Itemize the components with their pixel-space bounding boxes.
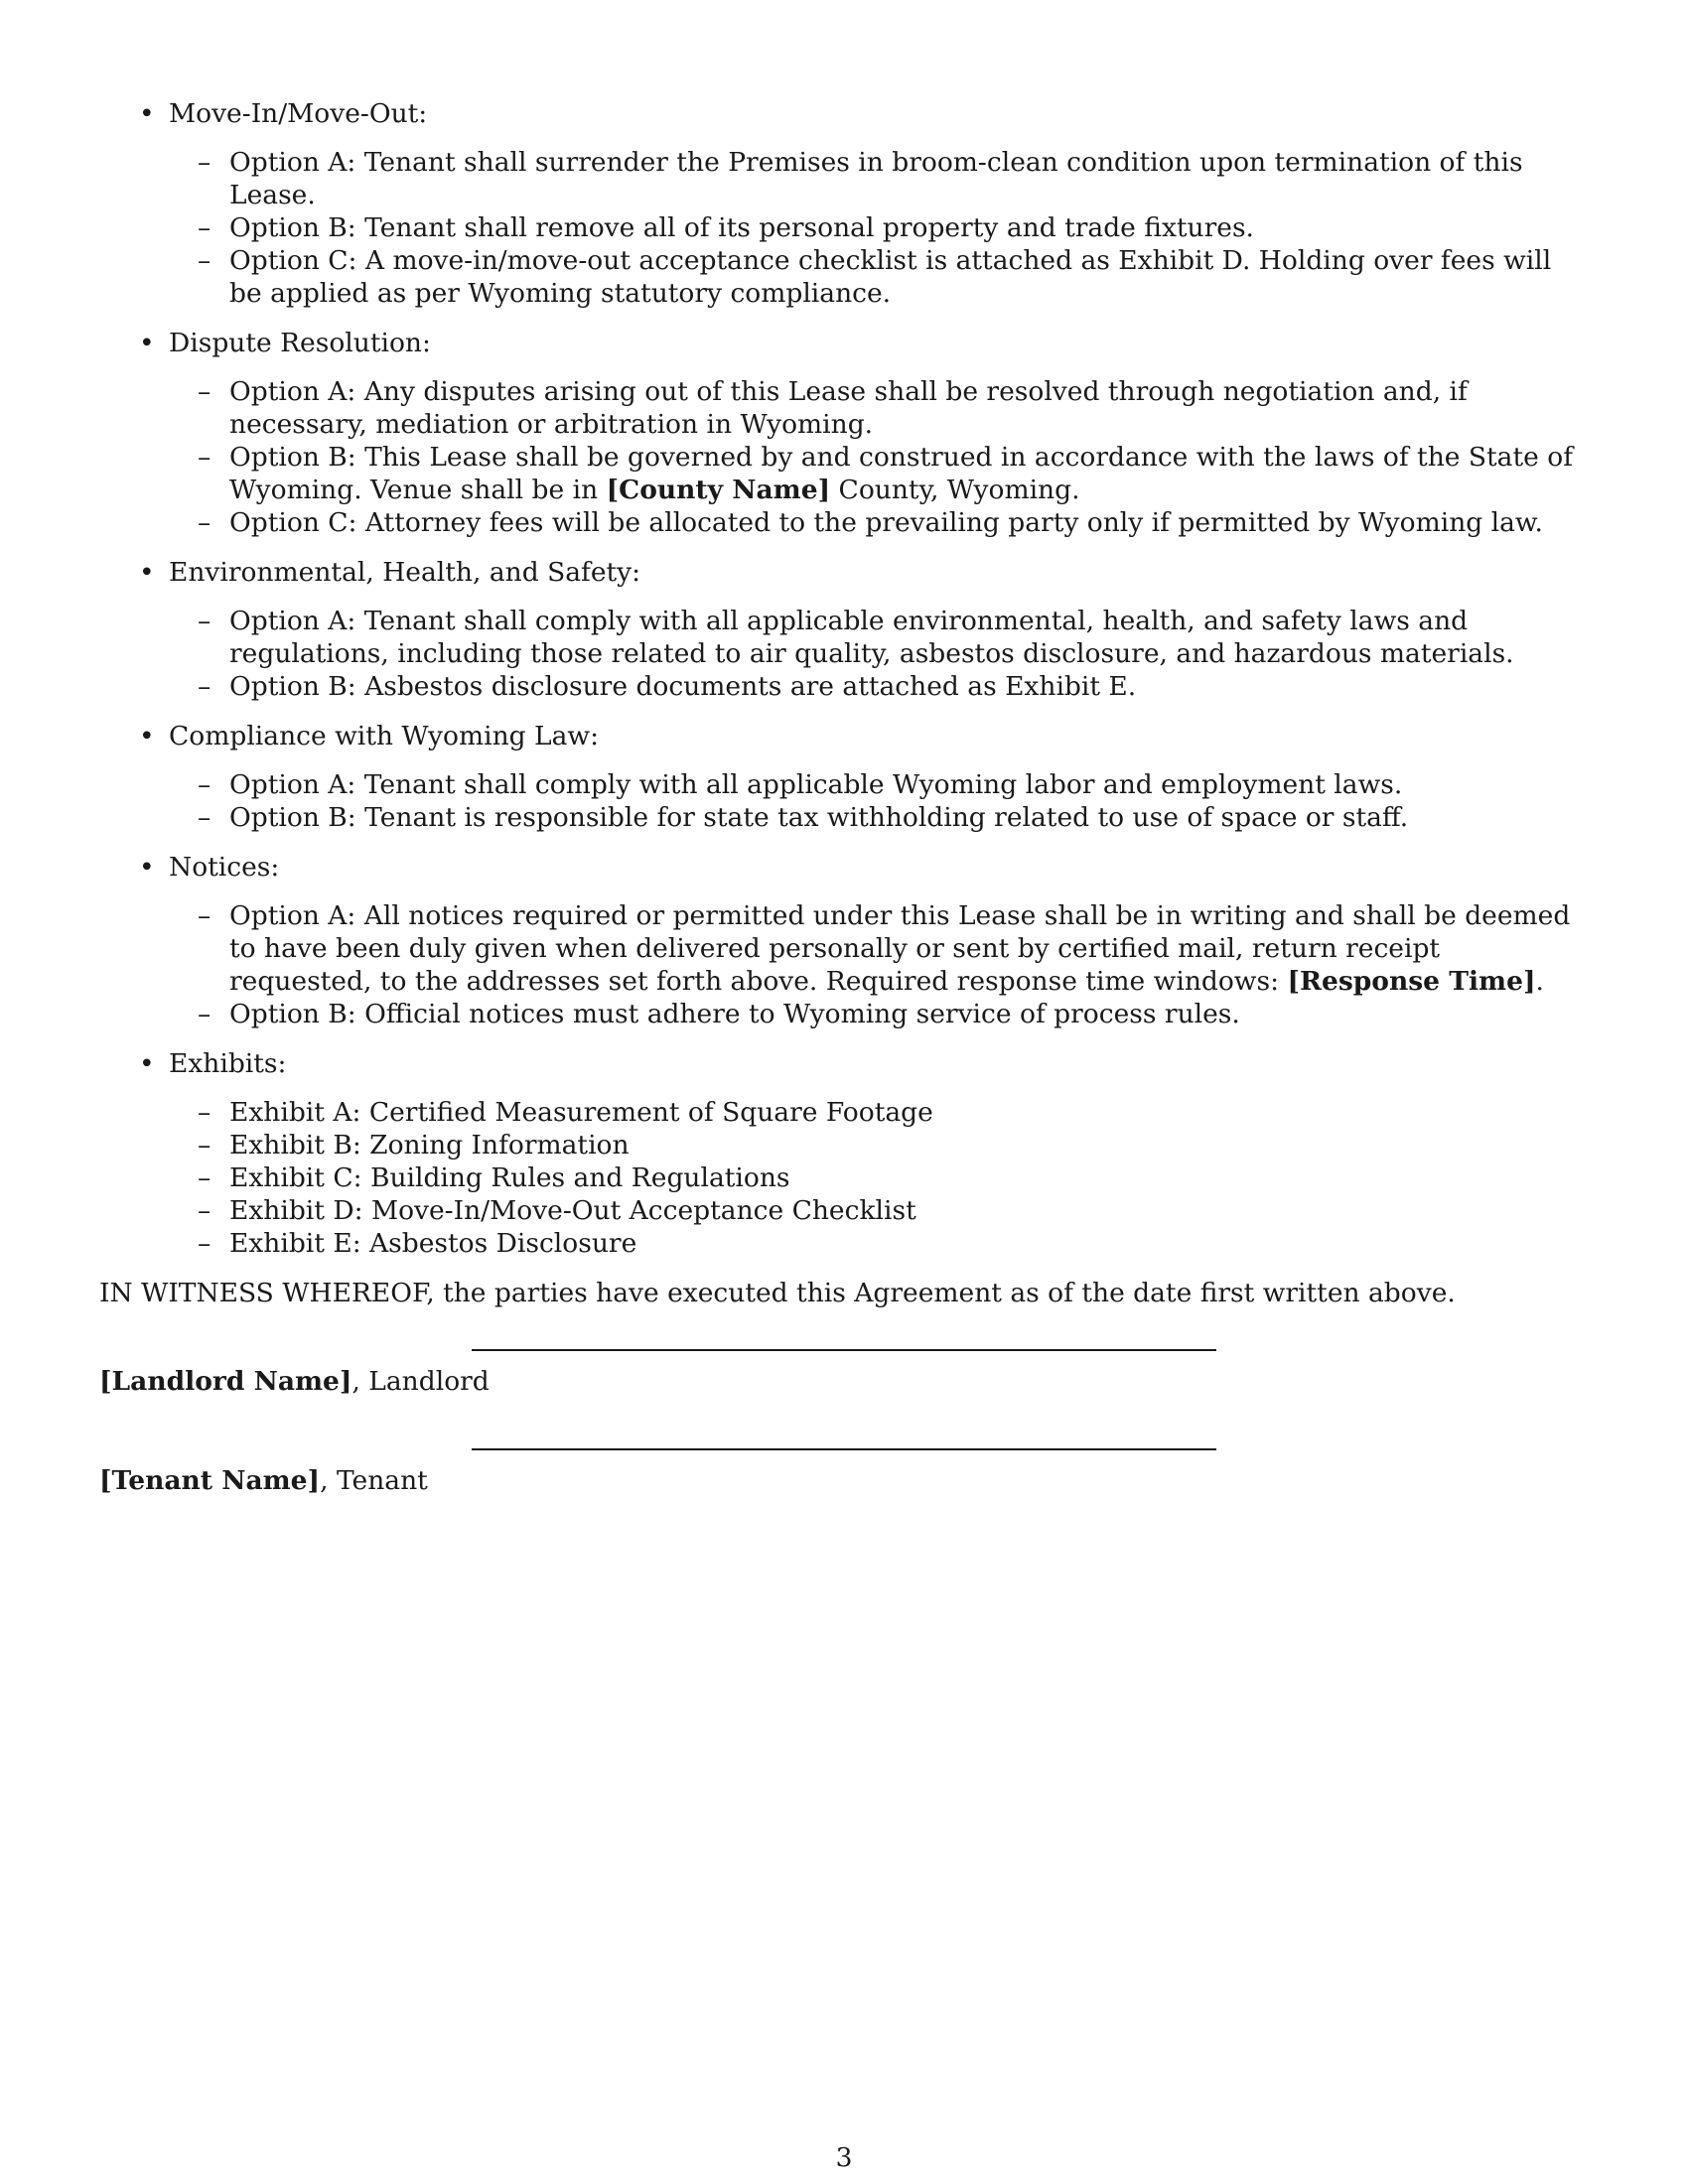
- option-list: [169, 146, 1589, 310]
- section-heading: Move-In/Move-Out:: [169, 98, 428, 129]
- witness-statement: IN WITNESS WHEREOF, the parties have executed this Agreement as of the date first written above.: [99, 1278, 1456, 1308]
- section-dispute-resolution: [99, 327, 1589, 539]
- landlord-signature-line[interactable]: [472, 1349, 1216, 1351]
- section-heading: Environmental, Health, and Safety:: [169, 557, 641, 588]
- clause-list: [99, 97, 1589, 1260]
- dash-icon: –: [198, 212, 211, 243]
- option-item: [169, 211, 1589, 244]
- option-list: [169, 375, 1589, 539]
- section-heading: Compliance with Wyoming Law:: [169, 721, 600, 751]
- page-number: 3: [835, 2142, 853, 2173]
- dash-icon: –: [198, 999, 211, 1029]
- option-text: Option A: Tenant shall comply with all applicable Wyoming labor and employment laws.: [229, 769, 1403, 800]
- tenant-signature-label: [99, 1464, 428, 1497]
- dash-icon: –: [198, 442, 211, 473]
- option-item: [169, 605, 1589, 670]
- bullet-icon: •: [139, 721, 155, 751]
- option-text: Option A: Any disputes arising out of this Lease shall be resolved through negotiation and, if necessary, mediation or arbitration in Wyoming.: [229, 376, 1468, 440]
- option-text-before: Option A: All notices required or permitted under this Lease shall be in writing and shall be deemed to have been duly given when delivered personally or sent by certified mail, return receipt requested, to the addresses set forth above. Required response time windows:: [229, 900, 1571, 997]
- bullet-icon: •: [139, 852, 155, 883]
- section-environmental-health-safety: [99, 556, 1589, 703]
- exhibit-text: Exhibit D: Move-In/Move-Out Acceptance Checklist: [229, 1195, 916, 1226]
- section-move-in-move-out: [99, 97, 1589, 310]
- section-exhibits: [99, 1047, 1589, 1260]
- option-item: [169, 244, 1589, 310]
- option-text: Option C: Attorney fees will be allocated to the prevailing party only if permitted by Wyoming law.: [229, 507, 1543, 538]
- dash-icon: –: [198, 376, 211, 407]
- dash-icon: –: [198, 606, 211, 636]
- exhibit-item: [169, 1161, 1589, 1194]
- exhibit-list: [169, 1096, 1589, 1260]
- exhibit-text: Exhibit E: Asbestos Disclosure: [229, 1228, 637, 1259]
- dash-icon: –: [198, 245, 211, 276]
- landlord-signature-label: [99, 1365, 490, 1398]
- section-heading: Dispute Resolution:: [169, 328, 431, 358]
- option-list: [169, 768, 1589, 834]
- dash-icon: –: [198, 1195, 211, 1226]
- option-item: [169, 146, 1589, 211]
- tenant-name-placeholder: [Tenant Name]: [99, 1465, 321, 1496]
- tenant-signature-block: [99, 1409, 1589, 1508]
- dash-icon: –: [198, 147, 211, 178]
- dash-icon: –: [198, 1097, 211, 1128]
- option-text: Option B: Official notices must adhere to Wyoming service of process rules.: [229, 999, 1240, 1029]
- bullet-icon: •: [139, 98, 155, 129]
- option-text: Option A: Tenant shall surrender the Premises in broom-clean condition upon termination of this Lease.: [229, 147, 1523, 210]
- option-list: [169, 605, 1589, 703]
- exhibit-text: Exhibit C: Building Rules and Regulations: [229, 1162, 790, 1193]
- exhibit-item: [169, 1129, 1589, 1161]
- dash-icon: –: [198, 1162, 211, 1193]
- option-text-after: County, Wyoming.: [830, 475, 1080, 505]
- bullet-icon: •: [139, 557, 155, 588]
- tenant-signature-line[interactable]: [472, 1448, 1216, 1450]
- dash-icon: –: [198, 1228, 211, 1259]
- option-item: [169, 506, 1589, 539]
- option-text: Option B: Tenant shall remove all of its personal property and trade fixtures.: [229, 212, 1254, 243]
- dash-icon: –: [198, 769, 211, 800]
- landlord-name-placeholder: [Landlord Name]: [99, 1366, 352, 1397]
- response-time-placeholder: [Response Time]: [1287, 966, 1536, 997]
- dash-icon: –: [198, 671, 211, 702]
- exhibit-item: [169, 1227, 1589, 1260]
- option-item: [169, 670, 1589, 703]
- bullet-icon: •: [139, 328, 155, 358]
- option-item: [169, 998, 1589, 1030]
- option-item: [169, 441, 1589, 506]
- section-notices: [99, 851, 1589, 1030]
- bullet-icon: •: [139, 1048, 155, 1079]
- section-heading: Notices:: [169, 852, 280, 883]
- dash-icon: –: [198, 507, 211, 538]
- landlord-role: , Landlord: [352, 1366, 490, 1397]
- county-name-placeholder: [County Name]: [606, 475, 831, 505]
- landlord-signature-block: [99, 1309, 1589, 1409]
- exhibit-item: [169, 1096, 1589, 1129]
- dash-icon: –: [198, 1130, 211, 1160]
- section-compliance-wyoming-law: [99, 720, 1589, 834]
- section-heading: Exhibits:: [169, 1048, 287, 1079]
- exhibit-text: Exhibit B: Zoning Information: [229, 1130, 630, 1160]
- option-text: Option B: Tenant is responsible for state tax withholding related to use of space or staff.: [229, 802, 1409, 833]
- option-item: [169, 899, 1589, 998]
- option-item: [169, 375, 1589, 441]
- option-list: [169, 899, 1589, 1030]
- option-item: [169, 801, 1589, 834]
- option-text-before: Option B: This Lease shall be governed by and construed in accordance with the laws of the State of Wyoming. Venue shall be in: [229, 442, 1574, 505]
- document-page: [99, 97, 1589, 1508]
- option-item: [169, 768, 1589, 801]
- dash-icon: –: [198, 900, 211, 931]
- dash-icon: –: [198, 802, 211, 833]
- exhibit-text: Exhibit A: Certified Measurement of Square Footage: [229, 1097, 933, 1128]
- option-text: Option C: A move-in/move-out acceptance checklist is attached as Exhibit D. Holding over fees will be applied as per Wyoming statutory compliance.: [229, 245, 1552, 309]
- exhibit-item: [169, 1194, 1589, 1227]
- option-text: Option A: Tenant shall comply with all applicable environmental, health, and safety laws and regulations, including those related to air quality, asbestos disclosure, and hazardous materials.: [229, 606, 1514, 669]
- option-text-after: .: [1535, 966, 1544, 997]
- tenant-role: , Tenant: [320, 1465, 428, 1496]
- option-text: Option B: Asbestos disclosure documents are attached as Exhibit E.: [229, 671, 1137, 702]
